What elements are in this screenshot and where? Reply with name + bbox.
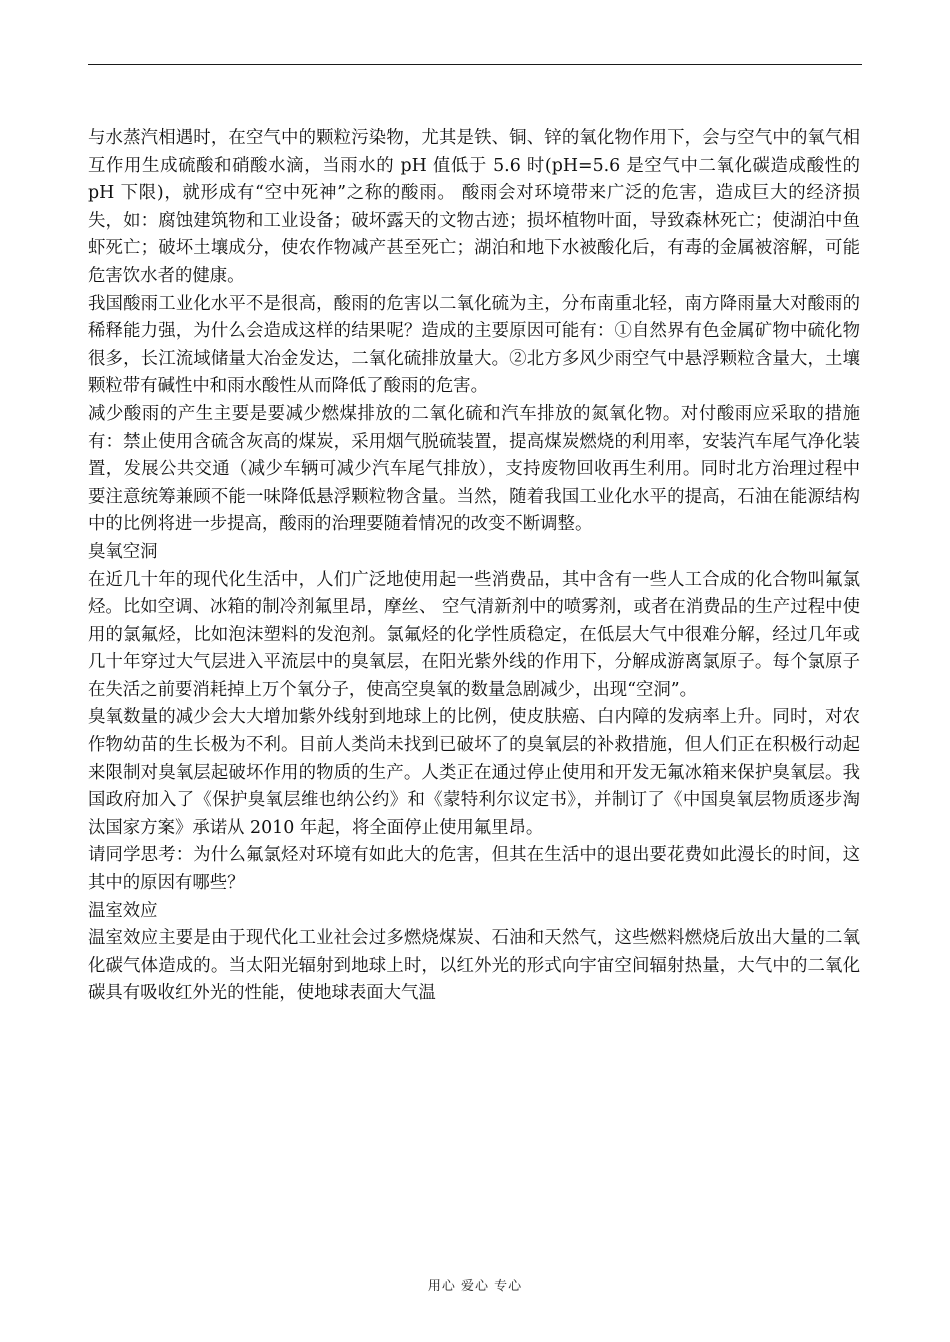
page-footer: 用心 爱心 专心 xyxy=(427,1279,523,1294)
header-rule xyxy=(88,64,862,65)
paragraph-acid-rain-formation: 与水蒸汽相遇时，在空气中的颗粒污染物，尤其是铁、铜、锌的氧化物作用下，会与空气中的氧气相互作用生成硫酸和硝酸水滴，当雨水的 pH 值低于 5.6 时(pH=5.6 是空气中二氧化碳造成酸性的 pH 下限)，就形成有“空中死神”之称的酸雨。 酸雨会对环境带来广泛的危害，造成巨大的经济损失，如：腐蚀建筑物和工业设备；破坏露天的文物古迹；损坏植物叶面，导致森林死亡；使湖泊中鱼虾死亡；破坏土壤成分，使农作物减产甚至死亡；湖泊和地下水被酸化后，有毒的金属被溶解，可能危害饮水者的健康。 xyxy=(88,128,860,286)
paragraph-acid-rain-measures: 减少酸雨的产生主要是要减少燃煤排放的二氧化硫和汽车排放的氮氧化物。对付酸雨应采取的措施有：禁止使用含硫含灰高的煤炭，采用烟气脱硫装置，提高煤炭燃烧的利用率，安装汽车尾气净化装置，发展公共交通（减少车辆可减少汽车尾气排放），支持废物回收再生利用。同时北方治理过程中要注意统筹兼顾不能一味降低悬浮颗粒物含量。当然，随着我国工业化水平的提高，石油在能源结构中的比例将进一步提高，酸雨的治理要随着情况的改变不断调整。 xyxy=(88,403,860,535)
heading-greenhouse-effect: 温室效应 xyxy=(88,900,158,921)
heading-ozone-hole: 臭氧空洞 xyxy=(88,541,158,562)
paragraph-ozone-cause: 在近几十年的现代化生活中，人们广泛地使用起一些消费品，其中含有一些人工合成的化合物叫氟氯烃。比如空调、冰箱的制冷剂氟里昂，摩丝、 空气清新剂中的喷雾剂，或者在消费品的生产过程中使用的氯氟烃，比如泡沫塑料的发泡剂。氯氟烃的化学性质稳定，在低层大气中很难分解，经过几年或几十年穿过大气层进入平流层中的臭氧层，在阳光紫外线的作用下，分解成游离氯原子。每个氯原子在失活之前要消耗掉上万个氧分子，使高空臭氧的数量急剧减少，出现“空洞”。 xyxy=(88,569,860,700)
paragraph-greenhouse: 温室效应主要是由于现代化工业社会过多燃烧煤炭、石油和天然气，这些燃料燃烧后放出大量的二氧化碳气体造成的。当太阳光辐射到地球上时，以红外光的形式向宇宙空间辐射热量，大气中的二氧化碳具有吸收红外光的性能，使地球表面大气温 xyxy=(88,928,860,1004)
paragraph-question: 请同学思考：为什么氟氯烃对环境有如此大的危害，但其在生活中的退出要花费如此漫长的时间，这其中的原因有哪些？ xyxy=(88,845,860,894)
paragraph-acid-rain-china: 我国酸雨工业化水平不是很高，酸雨的危害以二氧化硫为主，分布南重北轻，南方降雨量大对酸雨的稀释能力强，为什么会造成这样的结果呢？造成的主要原因可能有：①自然界有色金属矿物中硫化物很多，长江流域储量大冶金发达，二氧化硫排放量大。②北方多风少雨空气中悬浮颗粒含量大，土壤颗粒带有碱性中和雨水酸性从而降低了酸雨的危害。 xyxy=(88,293,860,397)
document-body xyxy=(88,125,860,1008)
paragraph-ozone-effects: 臭氧数量的减少会大大增加紫外线射到地球上的比例，使皮肤癌、白内障的发病率上升。同时，对农作物幼苗的生长极为不利。目前人类尚未找到已破坏了的臭氧层的补救措施，但人们正在积极行动起来限制对臭氧层起破坏作用的物质的生产。人类正在通过停止使用和开发无氟冰箱来保护臭氧层。我国政府加入了《保护臭氧层维也纳公约》和《蒙特利尔议定书》，并制订了《中国臭氧层物质逐步淘汰国家方案》承诺从 2010 年起，将全面停止使用氟里昂。 xyxy=(88,707,860,838)
